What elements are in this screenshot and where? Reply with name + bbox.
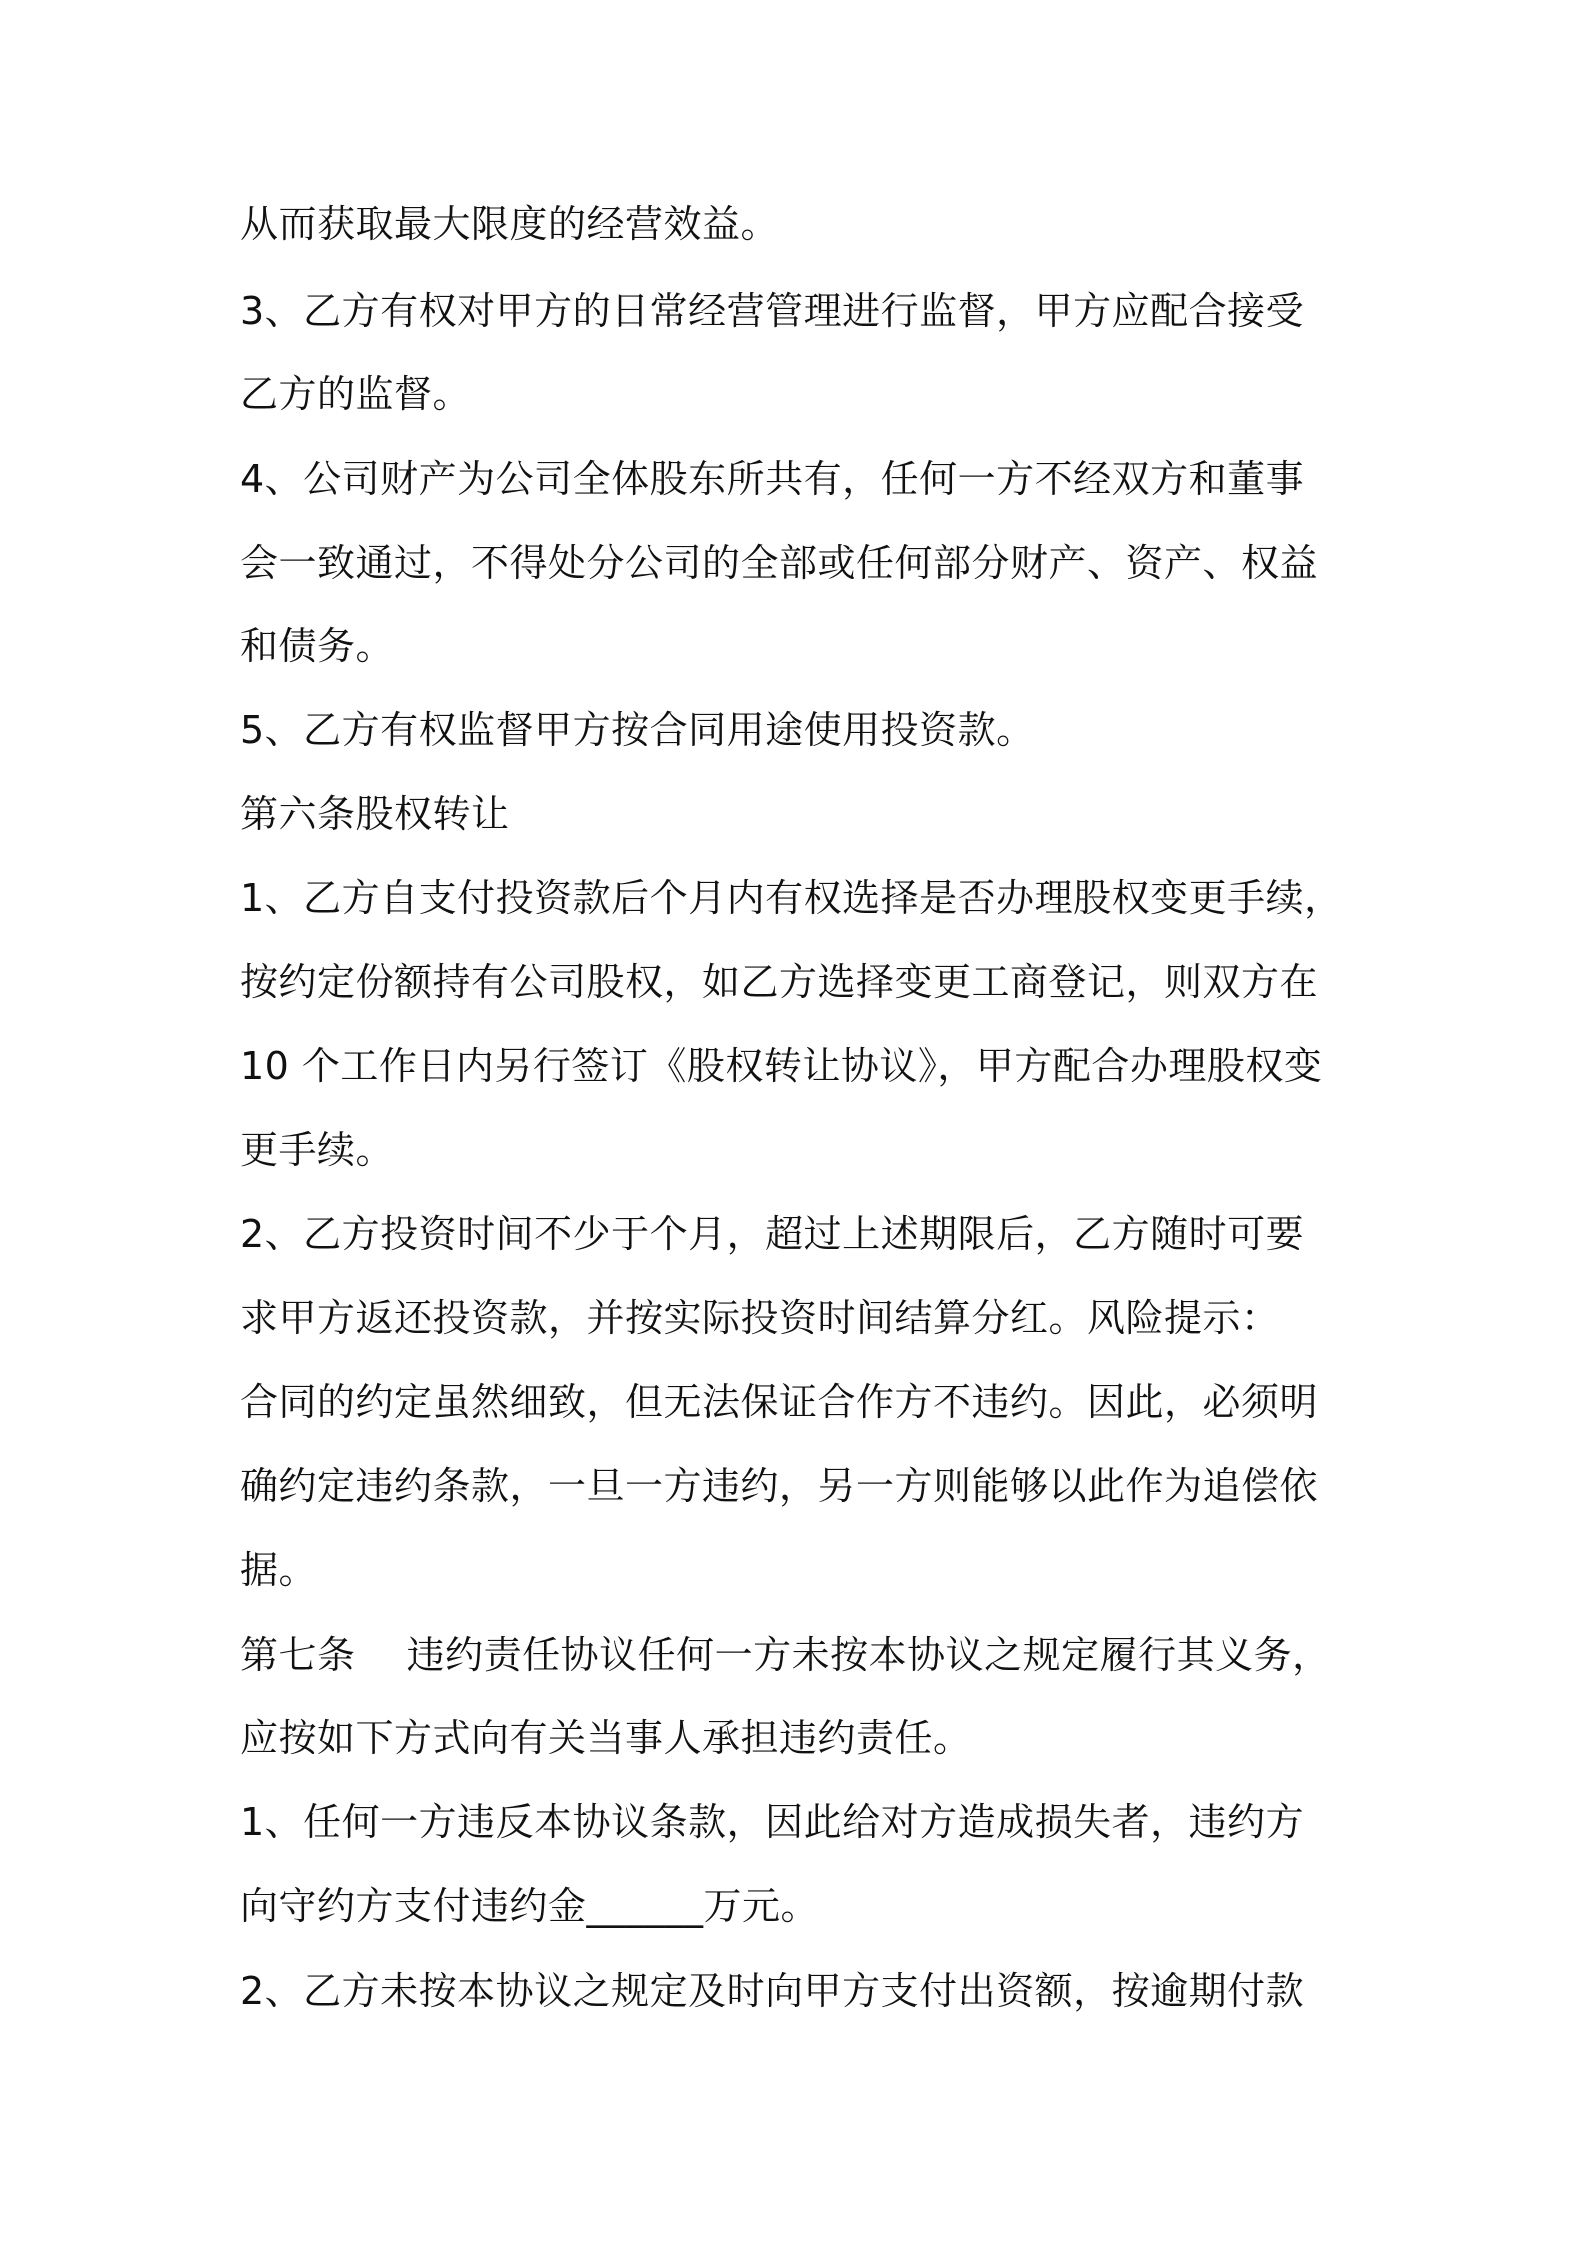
text-line: 和债务。 xyxy=(240,624,395,668)
text-line: 按约定份额持有公司股权，如乙方选择变更工商登记，则双方在 xyxy=(240,960,1319,1004)
text-line: 1、乙方自支付投资款后个月内有权选择是否办理股权变更手续， xyxy=(240,876,1343,920)
text-line: 求甲方返还投资款，并按实际投资时间结算分红。风险提示： xyxy=(240,1296,1280,1340)
text-line: 4、公司财产为公司全体股东所共有，任何一方不经双方和董事 xyxy=(240,457,1305,501)
text-line: 确约定违约条款，一旦一方违约，另一方则能够以此作为追偿依 xyxy=(240,1464,1319,1508)
text-line: 乙方的监督。 xyxy=(240,372,472,416)
section-heading: 第六条股权转让 xyxy=(240,792,510,836)
text-line: 更手续。 xyxy=(240,1128,395,1172)
text-line: 1、任何一方违反本协议条款，因此给对方造成损失者，违约方 xyxy=(240,1800,1305,1844)
section-heading: 第七条 违约责任协议任何一方未按本协议之规定履行其义务， xyxy=(240,1633,1331,1677)
text-line: 应按如下方式向有关当事人承担违约责任。 xyxy=(240,1716,972,1760)
text-line: 3、乙方有权对甲方的日常经营管理进行监督，甲方应配合接受 xyxy=(240,289,1305,333)
text-line: 合同的约定虽然细致，但无法保证合作方不违约。因此，必须明 xyxy=(240,1380,1319,1424)
text-line: 从而获取最大限度的经营效益。 xyxy=(240,202,780,246)
text-line: 10 个工作日内另行签订《股权转让协议》，甲方配合办理股权变 xyxy=(240,1044,1323,1088)
text-line: 会一致通过，不得处分公司的全部或任何部分财产、资产、权益 xyxy=(240,541,1319,585)
text-line: 2、乙方未按本协议之规定及时向甲方支付出资额，按逾期付款 xyxy=(240,1969,1305,2013)
text-line: 5、乙方有权监督甲方按合同用途使用投资款。 xyxy=(240,708,1035,752)
text-line: 2、乙方投资时间不少于个月，超过上述期限后，乙方随时可要 xyxy=(240,1212,1305,1256)
text-line: 向守约方支付违约金______万元。 xyxy=(240,1884,820,1928)
text-line: 据。 xyxy=(240,1548,318,1592)
